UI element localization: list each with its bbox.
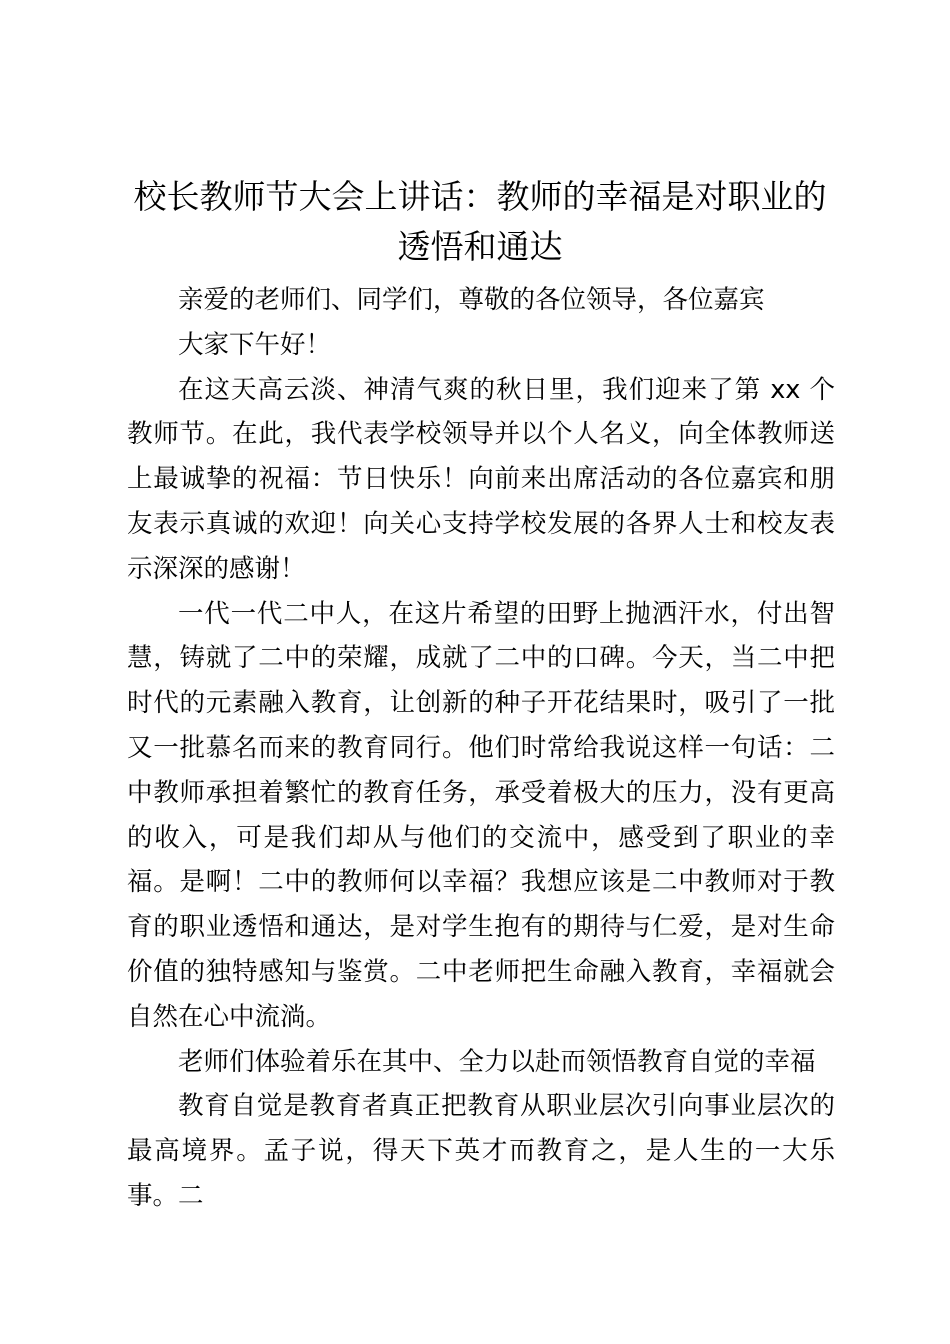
document-body	[127, 278, 835, 1219]
paragraph-salutation: 亲爱的老师们、同学们，尊敬的各位领导，各位嘉宾	[178, 285, 765, 315]
paragraph-body: 一代一代二中人，在这片希望的田野上抛洒汗水，付出智慧，铸就了二中的荣耀，成就了二中的口碑。今天，当二中把时代的元素融入教育，让创新的种子开花结果时，吸引了一批又一批慕名而来的教育同行。他们时常给我说这样一句话：二中教师承担着繁忙的教育任务，承受着极大的压力，没有更高的收入，可是我们却从与他们的交流中，感受到了职业的幸福。是啊！二中的教师何以幸福？我想应该是二中教师对于教育的职业透悟和通达，是对学生抱有的期待与仁爱，是对生命价值的独特感知与鉴赏。二中老师把生命融入教育，幸福就会自然在心中流淌。	[127, 598, 835, 1032]
paragraph-continuation: 教育自觉是教育者真正把教育从职业层次引向事业层次的最高境界。孟子说，得天下英才而教育之，是人生的一大乐事。二	[127, 1091, 835, 1211]
paragraph-opening: 在这天高云淡、神清气爽的秋日里，我们迎来了第 xx 个教师节。在此，我代表学校领导并以个人名义，向全体教师送上最诚挚的祝福：节日快乐！向前来出席活动的各位嘉宾和朋友表示真诚的欢迎！向关心支持学校发展的各界人士和校友表示深深的感谢！	[127, 374, 835, 584]
paragraph-heading: 老师们体验着乐在其中、全力以赴而领悟教育自觉的幸福	[178, 1046, 816, 1077]
paragraph-greeting: 大家下午好！	[178, 329, 332, 360]
document-title: 校长教师节大会上讲话：教师的幸福是对职业的透悟和通达	[133, 177, 827, 266]
